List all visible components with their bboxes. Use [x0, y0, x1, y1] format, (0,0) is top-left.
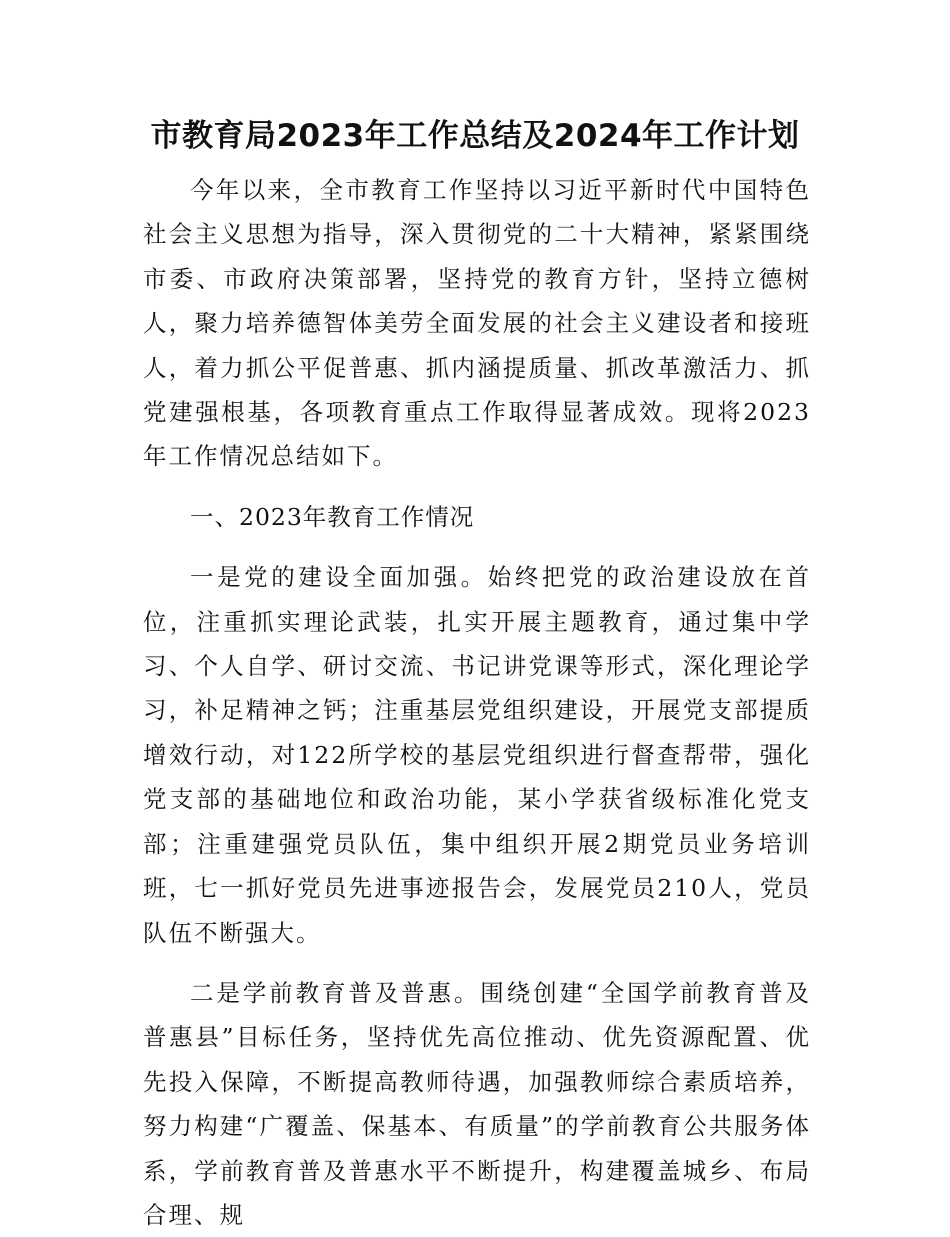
section-heading: 一、2023年教育工作情况 [190, 502, 475, 531]
paragraph-party-building: 一是党的建设全面加强。始终把党的政治建设放在首位，注重抓实理论武装，扎实开展主题教育，通过集中学习、个人自学、研讨交流、书记讲党课等形式，深化理论学习，补足精神之钙；注重基层党组织建设，开展党支部提质增效行动，对122所学校的基层党组织进行督查帮带，强化党支部的基础地位和政治功能，某小学获省级标准化党支部；注重建强党员队伍，集中组织开展2期党员业务培训班，七一抓好党员先进事迹报告会，发展党员210人，党员队伍不断强大。 [143, 563, 811, 947]
document-title: 市教育局2023年工作总结及2024年工作计划 [150, 118, 800, 154]
document-body [143, 168, 811, 1237]
paragraph-preschool: 二是学前教育普及普惠。围绕创建“全国学前教育普及普惠县”目标任务，坚持优先高位推动、优先资源配置、优先投入保障，不断提高教师待遇，加强教师综合素质培养，努力构建“广覆盖、保基本、有质量”的学前教育公共服务体系，学前教育普及普惠水平不断提升，构建覆盖城乡、布局合理、规 [143, 978, 811, 1229]
paragraph-intro: 今年以来，全市教育工作坚持以习近平新时代中国特色社会主义思想为指导，深入贯彻党的二十大精神，紧紧围绕市委、市政府决策部署，坚持党的教育方针，坚持立德树人，聚力培养德智体美劳全面发展的社会主义建设者和接班人，着力抓公平促普惠、抓内涵提质量、抓改革激活力、抓党建强根基，各项教育重点工作取得显著成效。现将2023年工作情况总结如下。 [143, 176, 811, 471]
